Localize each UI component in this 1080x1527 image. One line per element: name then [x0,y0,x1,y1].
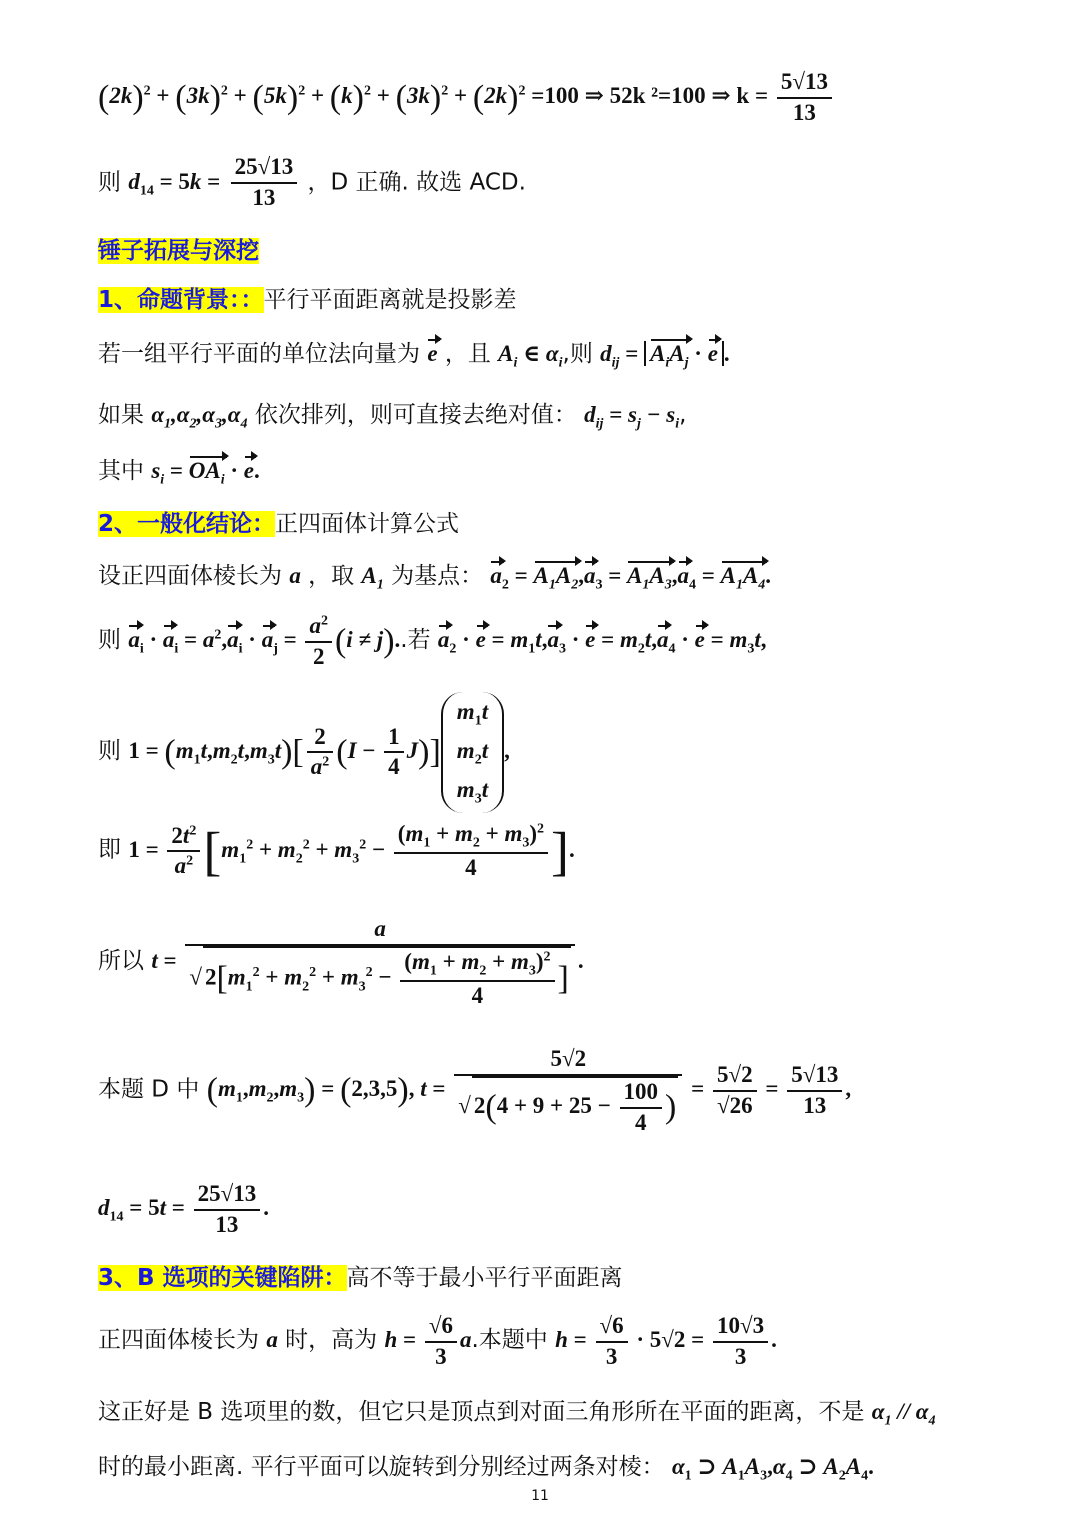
section-2-heading: 2、一般化结论：正四面体计算公式 [98,511,460,537]
section-2-line-6: 本题 D 中 $(m_1,m_2,m_3) = (2,3,5)$, t = 5√2 √ 2(4 + 9 + 25 − $\frac{100}{4}$ ) = $\frac{5√2}{√26}$ = $\frac{5√13}{13}$ , [98,1045,851,1137]
section-3-line-3: 时的最小距离. 平行平面可以旋转到分别经过两条对棱： $\alpha_1$ ⊃ $A_1A_3,\alpha_4$ ⊃ $A_2A_4$. [98,1454,874,1484]
section-1-line-1: 若一组平行平面的单位法向量为 e ，且 $A_i$ ∈ $\alpha_i$,则 $d_{ij} = A_iA_j \cdot e$ . [98,341,730,371]
section-title: 锤子拓展与深挖 [98,238,259,264]
section-3-line-1: 正四面体棱长为 a 时，高为 h = $\frac{√6}{3}$ a.本题中 h = $\frac{√6}{3}$ · 5√2 = $\frac{10√3}{3}$ . [98,1313,777,1369]
section-3-line-2: 这正好是 B 选项里的数，但它只是顶点到对面三角形所在平面的距离，不是 $\alpha_1 // \alpha_4$ [98,1399,936,1429]
equation-k: $(2k)^2 + (3k)^2 + (5k)^2 + (k)^2 + (3k)^2 + (2k)^2 =100$ ⇒ 52k ²=100 ⇒ k = $\frac{5√13}{13}$ [98,68,835,128]
section-1-line-2: 如果 $\alpha_1,\alpha_2,\alpha_3,\alpha_4$ 依次排列，则可直接去绝对值： $d_{ij} = s_j - s_i$, [98,402,687,432]
section-2-line-7: $d_{14} = 5t$ = $\frac{25√13}{13}$ . [98,1181,269,1237]
section-2-line-3: 则 $1 = (m_1t,m_2t,m_3t)$[ $\frac{2}{a^2}$ (I − $\frac{1}{4}$ $J)]m_1t$ $m_2t$ $m_3t$, [98,692,510,813]
section-2-line-1: 设正四面体棱长为 a ，取 $A_1$ 为基点： $a_2 = A_1A_2,a_3 = A_1A_3,a_4 = A_1A_4$. [98,563,772,593]
d14-result-line: 则 $d_{14} = 5k$ = $\frac{25√13}{13}$ ，D 正确. 故选 ACD. [98,154,526,210]
section-1-heading: 1、命题背景：：平行平面距离就是投影差 [98,287,517,313]
section-1-line-3: 其中 $s_i = OA_i \cdot e$. [98,458,260,488]
section-2-line-4: 即 1 = $\frac{2t^2}{a^2}$ [$m_1^2 + m_2^2 + m_3^2$ − $\frac{(m_1 + m_2 + m_3)^2}{4}$ ]. [98,821,575,882]
section-2-line-2: 则 $a_i \cdot a_i = a^2,a_i \cdot a_j$ = $\frac{a^2}{2}$ (i ≠ j)..若 $a_2 \cdot e = m_1t,a_3 \cdot e = m_2t,a_4 \cdot e = m_3t$, [98,613,767,669]
section-2-line-5: 所以 t = a √ $2[m_1^2 + m_2^2 + m_3^2$ − $\frac{(m_1 + m_2 + m_3)^2}{4}$ ] . [98,915,584,1011]
equation-k-result: =100 ⇒ 52k ²=100 ⇒ k = [531,83,769,109]
section-3-heading: 3、B 选项的关键陷阱：高不等于最小平行平面距离 [98,1265,623,1291]
page-number: 11 [531,1488,549,1504]
